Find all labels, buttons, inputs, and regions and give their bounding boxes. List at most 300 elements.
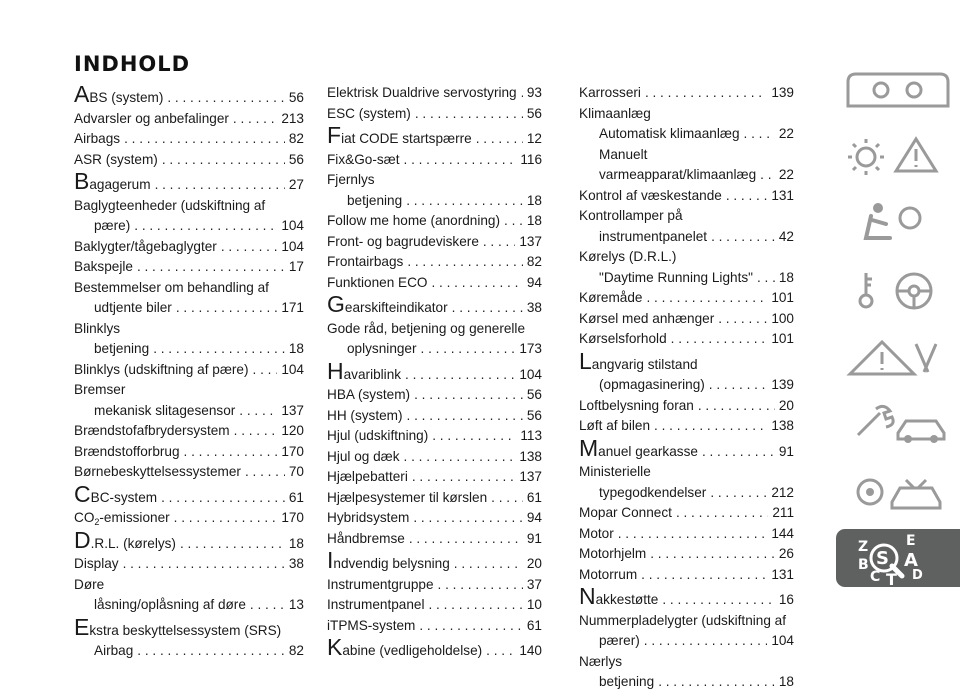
leader-dots (413, 508, 523, 529)
leader-dots (709, 375, 768, 396)
index-entry-label: Frontairbags (327, 254, 404, 269)
index-entry-text (94, 216, 130, 237)
page-number: 10 (526, 597, 542, 612)
leader-dots (124, 129, 285, 150)
index-entry-text (579, 416, 650, 437)
index-entry-row (327, 547, 542, 575)
index-entry-row (327, 252, 542, 273)
index-entry[interactable] (579, 83, 794, 104)
index-entry[interactable] (74, 554, 304, 575)
index-entry-label: Klimaanlæg (579, 105, 651, 121)
index-entry[interactable] (327, 616, 542, 637)
index-entry-text (74, 442, 180, 463)
index-entry-label: Follow me home (anordning) (327, 213, 501, 228)
leader-dots (452, 298, 523, 319)
index-entry[interactable] (327, 252, 542, 273)
index-entry-row (327, 211, 542, 232)
leader-dots (415, 104, 523, 125)
index-entry[interactable] (579, 503, 794, 524)
page-number: 101 (771, 290, 794, 305)
page-number: 144 (771, 525, 794, 541)
page-number: 131 (771, 566, 794, 582)
index-entry-text (599, 227, 707, 248)
index-entry-row (327, 150, 542, 171)
sun-warning-icon[interactable] (836, 127, 960, 187)
index-entry[interactable] (74, 421, 304, 442)
index-entry-label: Front- og bagrudeviskere (327, 233, 479, 249)
page-number: 104 (519, 366, 542, 382)
index-entry[interactable] (579, 104, 794, 125)
index-entry-row (327, 339, 542, 360)
index-entry-text (579, 652, 622, 673)
index-entry-text (327, 467, 408, 488)
index-entry-label: HBA (system) (327, 387, 411, 402)
index-entry-text (599, 268, 753, 289)
leader-dots (645, 83, 767, 104)
page-number: 20 (778, 397, 794, 413)
index-entry[interactable] (327, 508, 542, 529)
index-entry[interactable] (579, 186, 794, 207)
index-entry[interactable] (327, 122, 542, 150)
index-entry-row (327, 426, 542, 447)
index-entry-row (74, 380, 304, 401)
index-entry-text (327, 83, 517, 104)
index-entry-row (579, 288, 794, 309)
index-entry-text (74, 319, 120, 340)
index-entry-row (579, 247, 794, 268)
index-entry[interactable] (74, 360, 304, 381)
page-number: 131 (771, 187, 794, 203)
index-entry-row (579, 565, 794, 586)
index-entry[interactable] (327, 170, 542, 191)
index-entry-row (579, 165, 794, 186)
index-entry-row (579, 329, 794, 350)
index-entry-row (74, 360, 304, 381)
page-number: 170 (281, 443, 304, 459)
index-entry-label: Display (74, 556, 119, 571)
index-entry[interactable] (579, 611, 794, 652)
index-entry[interactable] (579, 652, 794, 673)
index-entry-text (327, 170, 375, 191)
index-entry-text (327, 447, 400, 468)
index-initial-letter: M (579, 434, 599, 461)
leader-dots (644, 631, 768, 652)
index-entry[interactable] (579, 288, 794, 309)
index-entry[interactable] (74, 526, 304, 555)
index-entry-label: Blinklys (udskiftning af pære) (74, 361, 249, 377)
index-entry-label: (opmagasinering) (599, 377, 705, 392)
index-letter: T (886, 570, 897, 587)
page-number: 56 (526, 105, 542, 121)
index-entry-row (579, 672, 794, 693)
index-entry-label: avariblink (343, 366, 402, 382)
index-entry[interactable] (74, 641, 304, 662)
index-entry-label: Køremåde (579, 290, 643, 305)
leader-dots (412, 467, 515, 488)
page-number: 173 (519, 341, 542, 356)
leader-dots (404, 150, 517, 171)
index-entry[interactable] (579, 396, 794, 417)
index-entry-row (74, 339, 304, 360)
page-number: 70 (288, 464, 304, 479)
index-entry[interactable] (327, 191, 542, 212)
index-entry-row (327, 319, 542, 340)
index-entry-row (327, 467, 542, 488)
leader-dots (234, 421, 278, 442)
wrench-car-icon[interactable] (836, 395, 960, 455)
index-entry[interactable] (579, 347, 794, 396)
index-entry-text (327, 150, 400, 171)
index-entry-text (327, 547, 450, 575)
index-entry-label: BC-system (90, 489, 158, 505)
index-entry[interactable] (74, 339, 304, 360)
index-entry-row (327, 357, 542, 386)
index-entry-label: Motorhjelm (579, 546, 647, 561)
index-entry[interactable] (579, 416, 794, 437)
subscript: 2 (94, 517, 100, 527)
index-entry[interactable] (327, 467, 542, 488)
index-entry-row (327, 616, 542, 637)
index-entry-row (579, 347, 794, 376)
index-entry-row (74, 595, 304, 616)
index-entry[interactable] (74, 462, 304, 483)
index-entry[interactable] (74, 81, 304, 109)
index-entry-label: Nærlys (579, 653, 623, 669)
index-entry-label: varmeapparat/klimaanlæg (599, 167, 757, 182)
index-entry-label: ASR (system) (74, 151, 158, 167)
index-entry[interactable] (579, 329, 794, 350)
index-entry-text (579, 206, 683, 227)
index-entry-label: Advarsler og anbefalinger (74, 110, 229, 126)
page-number: 82 (288, 643, 304, 658)
airbag-seat-icon[interactable] (836, 194, 960, 254)
index-entry[interactable] (579, 672, 794, 693)
index-entry[interactable] (579, 434, 794, 463)
leader-dots (454, 554, 523, 575)
index-entry-row (74, 613, 304, 642)
page-number: 104 (281, 238, 304, 254)
index-entry[interactable] (327, 104, 542, 125)
index-entry-label: HH (system) (327, 407, 403, 423)
index-entry-label: Kørselsforhold (579, 331, 667, 346)
page-number: 104 (281, 218, 304, 233)
page-number: 120 (281, 423, 304, 438)
page-number: 116 (520, 151, 542, 167)
index-entry-row (579, 416, 794, 437)
leader-dots (438, 575, 523, 596)
index-entry-text (579, 186, 722, 207)
index-entry[interactable] (579, 145, 794, 186)
index-entry-text (347, 339, 417, 360)
index-entry-text (327, 291, 448, 319)
leader-dots (676, 503, 768, 524)
tools-car-icon[interactable] (836, 462, 960, 522)
index-entry-row (327, 291, 542, 319)
index-column-3 (579, 83, 794, 693)
index-entry[interactable] (327, 426, 542, 447)
index-entry-text (327, 122, 472, 150)
page-number: 137 (519, 233, 542, 249)
index-entry-text (579, 347, 698, 376)
index-entry-text (579, 503, 672, 524)
index-letter: A (904, 550, 918, 571)
index-entry-row (74, 109, 304, 130)
index-entry[interactable] (327, 232, 542, 253)
index-entry-label: betjening (94, 341, 150, 356)
leader-dots (184, 442, 278, 463)
index-entry-text (74, 257, 133, 278)
leader-dots (718, 309, 767, 330)
leader-dots (167, 88, 285, 109)
index-entry-label: Airbag (94, 643, 134, 658)
index-entry-text (327, 508, 409, 529)
index-entry-text (579, 611, 786, 632)
index-entry-label: Børnebeskyttelsessystemer (74, 464, 241, 479)
index-entry-label: Ministerielle (579, 464, 651, 479)
index-entry-label: Kørelys (D.R.L.) (579, 249, 677, 264)
index-entry-row (579, 227, 794, 248)
index-entry[interactable] (74, 168, 304, 196)
leader-dots (406, 191, 523, 212)
index-entry-label: Motorrum (579, 566, 638, 582)
index-entry-row (74, 237, 304, 258)
index-entry[interactable] (327, 447, 542, 468)
index-entry-label: anuel gearkasse (598, 443, 698, 459)
index-entry[interactable] (327, 575, 542, 596)
index-entry[interactable] (74, 401, 304, 422)
page-number: 139 (771, 85, 794, 100)
index-entry-row (74, 129, 304, 150)
index-entry-row (74, 298, 304, 319)
index-entry-label: Løft af bilen (579, 418, 651, 433)
leader-dots (123, 554, 285, 575)
page-number: 12 (526, 131, 542, 146)
index-entry-row (327, 447, 542, 468)
index-entry[interactable] (74, 109, 304, 130)
index-entry-text (579, 247, 676, 268)
index-entry-row (579, 145, 794, 166)
index-entry-text (74, 150, 158, 171)
index-entry-label: Hjul og dæk (327, 448, 400, 464)
leader-dots (407, 406, 523, 427)
leader-dots (137, 257, 285, 278)
index-entry-text (599, 165, 756, 186)
index-entry-row (74, 554, 304, 575)
index-entry-text (327, 104, 411, 125)
index-initial-letter: F (327, 122, 342, 148)
car-dashboard-icon[interactable] (836, 60, 960, 120)
page-number: 82 (526, 254, 542, 269)
index-entry-label: Loftbelysning foran (579, 397, 694, 413)
index-entry-row (74, 442, 304, 463)
index-entry-row (327, 385, 542, 406)
leader-dots (650, 544, 775, 565)
index-entry-text (74, 81, 164, 109)
index-entry[interactable] (579, 462, 794, 503)
index-entry-text (579, 309, 714, 330)
index-entry[interactable] (74, 129, 304, 150)
index-entry[interactable] (579, 309, 794, 330)
index-entry[interactable] (74, 575, 304, 596)
index-entry[interactable] (74, 480, 304, 509)
index-entry-text (327, 488, 487, 509)
index-entry[interactable] (327, 273, 542, 294)
index-entry[interactable] (74, 380, 304, 401)
index-entry[interactable] (74, 319, 304, 340)
index-column-2 (327, 83, 542, 662)
index-entry-label: Nummerpladelygter (udskiftning af (579, 612, 787, 628)
index-entry-text (579, 288, 642, 309)
index-entry-label: ESC (system) (327, 105, 411, 121)
index-entry[interactable] (327, 488, 542, 509)
index-entry-text (327, 273, 428, 294)
leader-dots (744, 124, 775, 145)
index-entry[interactable] (327, 211, 542, 232)
page-number: 18 (778, 674, 794, 689)
index-entry[interactable] (579, 524, 794, 545)
index-entry-text (74, 380, 125, 401)
index-initial-letter: C (74, 480, 91, 507)
index-entry[interactable] (74, 278, 304, 319)
leader-dots (134, 216, 277, 237)
index-entry[interactable] (327, 83, 542, 104)
leader-dots (428, 595, 522, 616)
leader-dots (432, 426, 516, 447)
key-steering-wheel-icon[interactable] (836, 261, 960, 321)
index-entry-row (579, 524, 794, 545)
index-entry-row (579, 124, 794, 145)
index-entry-row (327, 595, 542, 616)
page-number: 26 (778, 546, 794, 561)
leader-dots (646, 288, 767, 309)
page-number: 56 (526, 387, 542, 402)
index-entry-label: agagerum (89, 177, 151, 192)
leader-dots (405, 365, 515, 386)
leader-dots (432, 273, 523, 294)
index-entry-label: Kontrol af væskestande (579, 187, 722, 203)
index-entry-text (599, 483, 706, 504)
index-entry[interactable] (74, 257, 304, 278)
index-entry[interactable] (74, 237, 304, 258)
page-number: 38 (288, 556, 304, 571)
index-entry-row (74, 150, 304, 171)
index-icon[interactable] (836, 529, 960, 587)
page-number: 22 (778, 167, 794, 182)
index-entry[interactable] (327, 319, 542, 360)
index-entry-label: pærer) (599, 633, 640, 648)
index-entry-row (579, 462, 794, 483)
index-entry-row (579, 396, 794, 417)
page-number: 38 (526, 300, 542, 315)
index-entry-row (327, 83, 542, 104)
leader-dots (409, 529, 523, 550)
road-warning-icon[interactable] (836, 328, 960, 388)
index-entry[interactable] (74, 508, 304, 529)
leader-dots (483, 232, 515, 253)
index-letter: Z (858, 539, 869, 555)
index-entry-row (74, 168, 304, 196)
index-entry[interactable] (74, 442, 304, 463)
page-number: 212 (771, 484, 794, 500)
index-entry[interactable] (327, 291, 542, 319)
index-entry-text (327, 575, 434, 596)
page-number: 82 (288, 131, 304, 146)
index-entry-text (94, 298, 172, 319)
index-entry-text (74, 575, 104, 596)
index-entry-text (74, 278, 269, 299)
index-entry-row (579, 583, 794, 611)
index-entry-row (327, 575, 542, 596)
index-entry[interactable] (579, 583, 794, 611)
index-entry[interactable] (579, 565, 794, 586)
index-entry[interactable] (579, 124, 794, 145)
index-initial-letter: E (74, 613, 90, 640)
index-entry-row (74, 257, 304, 278)
leader-dots (641, 565, 767, 586)
page-number: 18 (778, 269, 794, 285)
leader-dots (414, 385, 523, 406)
index-entry[interactable] (579, 544, 794, 565)
index-entry-label: Hjul (udskiftning) (327, 428, 429, 443)
index-entry[interactable] (579, 206, 794, 247)
index-entry-label: Bakspejle (74, 259, 133, 274)
index-entry-label: betjening (347, 192, 403, 208)
index-entry[interactable] (327, 150, 542, 171)
page-number: 94 (526, 274, 542, 290)
index-entry-text (327, 616, 415, 637)
leader-dots (404, 447, 516, 468)
index-entry[interactable] (327, 634, 542, 662)
index-entry-text (74, 508, 170, 529)
index-entry-row (74, 462, 304, 483)
index-entry-text (327, 426, 428, 447)
index-entry-row (74, 480, 304, 509)
index-entry[interactable] (327, 529, 542, 550)
leader-dots (233, 109, 277, 130)
index-entry-label: Døre (74, 576, 105, 592)
index-entry-row (327, 104, 542, 125)
index-entry[interactable] (579, 247, 794, 268)
index-entry-text (599, 672, 654, 693)
index-entry[interactable] (74, 613, 304, 642)
page-number: 91 (526, 530, 542, 546)
index-entry[interactable] (327, 595, 542, 616)
index-entry[interactable] (579, 268, 794, 289)
index-entry[interactable] (327, 385, 542, 406)
index-entry-label: låsning/oplåsning af døre (94, 597, 246, 612)
index-entry-text (579, 462, 651, 483)
index-entry[interactable] (327, 547, 542, 575)
index-entry[interactable] (327, 357, 542, 386)
index-entry-text (327, 232, 479, 253)
index-entry-label: abine (vedligeholdelse) (342, 643, 483, 658)
index-entry-label: Bestemmelser om behandling af (74, 279, 269, 295)
index-entry[interactable] (74, 595, 304, 616)
page-title: INDHOLD (74, 52, 191, 76)
index-entry-row (74, 508, 304, 529)
leader-dots (239, 401, 277, 422)
page-number: 91 (778, 443, 794, 459)
index-entry[interactable] (74, 150, 304, 171)
index-entry-label: Instrumentgruppe (327, 576, 434, 592)
index-entry[interactable] (74, 196, 304, 237)
page-number: 56 (288, 151, 304, 167)
index-entry[interactable] (327, 406, 542, 427)
index-entry-text (327, 595, 424, 616)
page-number: 213 (281, 110, 304, 126)
index-entry-text (327, 319, 525, 340)
index-entry-row (579, 206, 794, 227)
